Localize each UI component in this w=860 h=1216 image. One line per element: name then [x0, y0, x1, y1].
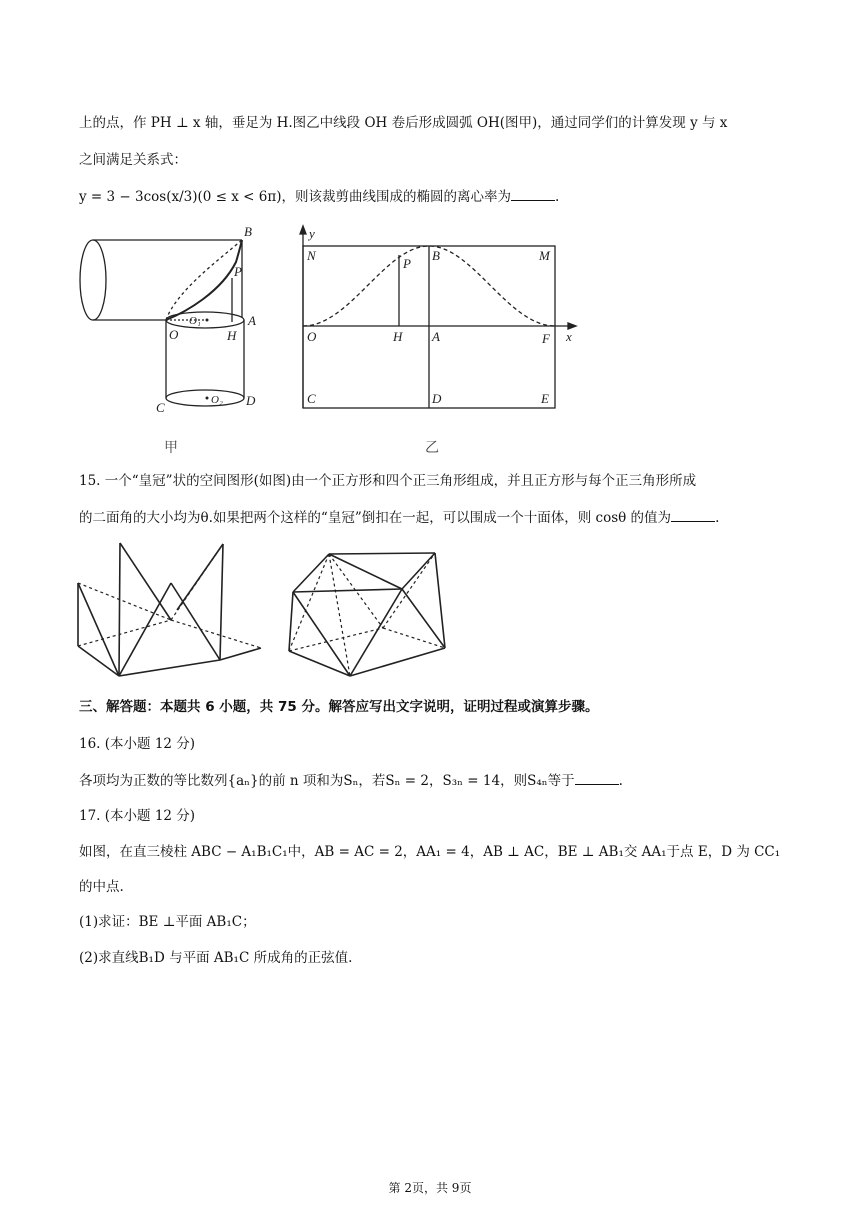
q16-text-line: 各项均为正数的等比数列{aₙ}的前 n 项和为Sₙ，若Sₙ = 2，S₃ₙ = 14，则S₄ₙ等于 .: [79, 770, 623, 791]
q17-header: 17. (本小题 12 分): [79, 808, 196, 824]
figure-yi: [295, 222, 585, 457]
label-P: P: [403, 256, 411, 271]
q16-text: 各项均为正数的等比数列{aₙ}的前 n 项和为Sₙ，若Sₙ = 2，S₃ₙ = 14，则S₄ₙ等于: [79, 773, 575, 789]
label-x: x: [566, 329, 572, 344]
label-O: O: [169, 327, 179, 342]
label-E: E: [541, 391, 549, 406]
section3-heading: 三、解答题：本题共 6 小题，共 75 分。解答应写出文字说明，证明过程或演算步骤。: [79, 699, 599, 715]
label-B: B: [432, 248, 440, 263]
label-O: O: [307, 329, 317, 344]
q14-formula-line: y = 3 − 3cos(x/3)(0 ≤ x < 6π)，则该裁剪曲线围成的椭圆的离心率为 .: [79, 186, 559, 207]
q17-part1: (1)求证：BE ⊥平面 AB₁C；: [79, 914, 256, 930]
label-F: F: [542, 331, 550, 346]
label-C: C: [156, 400, 165, 415]
q17-text-line1: 如图，在直三棱柱 ABC − A₁B₁C₁中，AB = AC = 2，AA₁ = 4，AB ⊥ AC，BE ⊥ AB₁交 AA₁于点 E，D 为 CC₁: [79, 844, 781, 860]
page-footer: 第 2页，共 9页: [388, 1181, 472, 1195]
q15-text-line1: 15. 一个“皇冠”状的空间图形(如图)由一个正方形和四个正三角形组成，并且正方形与每个正三角形所成: [79, 473, 697, 489]
caption-yi: 乙: [425, 441, 439, 456]
label-C: C: [307, 391, 316, 406]
label-A: A: [432, 329, 440, 344]
q16-header: 16. (本小题 12 分): [79, 736, 196, 752]
q15-text-line2: 的二面角的大小均为θ.如果把两个这样的“皇冠”倒扣在一起，可以围成一个十面体，则 cosθ 的值为 .: [79, 507, 719, 528]
label-H: H: [393, 329, 403, 344]
caption-jia: 甲: [164, 441, 178, 456]
q14-text-line1: 上的点，作 PH ⊥ x 轴，垂足为 H.图乙中线段 OH 卷后形成圆弧 OH(图甲)，通过同学们的计算发现 y 与 x: [79, 115, 728, 131]
label-H: H: [227, 328, 237, 343]
label-D: D: [432, 391, 442, 406]
label-N: N: [307, 248, 316, 263]
answer-blank: [671, 507, 715, 522]
label-D: D: [246, 393, 256, 408]
answer-blank: [511, 186, 555, 201]
q17-text-line2: 的中点.: [79, 879, 124, 895]
q14-text-line2: 之间满足关系式：: [79, 152, 187, 168]
label-O1: O₁: [189, 315, 201, 327]
label-O2: O₂: [211, 394, 223, 406]
decahedron-figure: [285, 548, 455, 678]
label-P: P: [234, 264, 242, 279]
answer-blank: [575, 770, 619, 785]
figure-jia: [76, 222, 276, 457]
label-A: A: [248, 313, 256, 328]
label-B: B: [244, 224, 252, 239]
q17-part2: (2)求直线B₁D 与平面 AB₁C 所成角的正弦值.: [79, 950, 353, 966]
label-M: M: [539, 248, 550, 263]
q15-text: 的二面角的大小均为θ.如果把两个这样的“皇冠”倒扣在一起，可以围成一个十面体，则 cosθ 的值为: [79, 510, 672, 526]
crown-figure: [75, 538, 265, 680]
label-y: y: [309, 226, 315, 241]
q14-formula: y = 3 − 3cos(x/3)(0 ≤ x < 6π)，则该裁剪曲线围成的椭圆的离心率为: [79, 189, 511, 205]
